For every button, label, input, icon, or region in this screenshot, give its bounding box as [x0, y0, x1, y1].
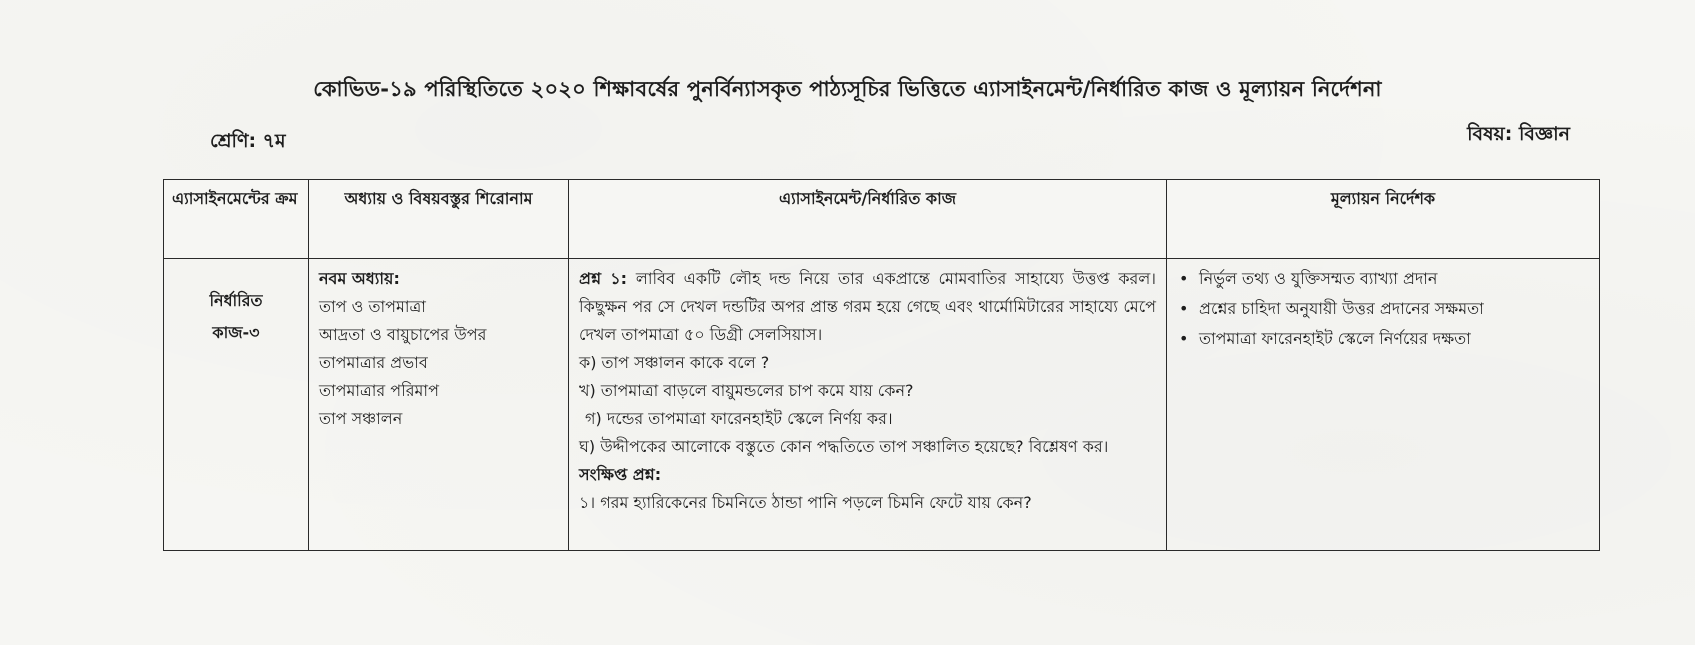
header-assignment: এ্যাসাইনমেন্ট/নির্ধারিত কাজ: [569, 180, 1167, 259]
evaluation-item: [1179, 325, 1589, 353]
short-question-heading: সংক্ষিপ্ত প্রশ্ন:: [579, 465, 662, 484]
serial-line: কাজ-৩: [212, 323, 260, 342]
chapter-topic: তাপমাত্রার প্রভাব: [319, 353, 428, 372]
evaluation-text: নির্ভুল তথ্য ও যুক্তিসম্মত ব্যাখ্যা প্রদান: [1199, 269, 1438, 288]
question-stem: লাবিব একটি লৌহ দন্ড নিয়ে তার একপ্রান্তে মোমবাতির সাহায্যে উত্তপ্ত করল। কিছুক্ষন পর সে দেখল দন্ডটির অপর প্রান্ত গরম হয়ে গেছে এবং থার্মোমিটারের সাহায্যে মেপে দেখল তাপমাত্রা ৫০ ডিগ্রী সেলসিয়াস।: [579, 269, 1156, 344]
serial-cell: [164, 259, 309, 551]
sub-question: গ) দন্ডের তাপমাত্রা ফারেনহাইট স্কেলে নির্ণয় কর।: [585, 409, 893, 428]
short-question: ১। গরম হ্যারিকেনের চিমনিতে ঠান্ডা পানি পড়লে চিমনি ফেটে যায় কেন?: [579, 493, 1032, 512]
chapter-topic: তাপ সঞ্চালন: [319, 409, 403, 428]
bullet-icon: •: [1179, 299, 1189, 318]
sub-question: ক) তাপ সঞ্চালন কাকে বলে ?: [579, 353, 770, 372]
sub-question: ঘ) উদ্দীপকের আলোকে বস্তুতে কোন পদ্ধতিতে তাপ সঞ্চালিত হয়েছে? বিশ্লেষণ কর।: [579, 437, 1109, 456]
document-title: কোভিড-১৯ পরিস্থিতিতে ২০২০ শিক্ষাবর্ষের পুনর্বিন্যাসকৃত পাঠ্যসূচির ভিত্তিতে এ্যাসাইনমেন্ট/নির্ধারিত কাজ ও মূল্যায়ন নির্দেশনা: [313, 77, 1382, 101]
serial-line: নির্ধারিত: [209, 291, 263, 310]
header-evaluation: মূল্যায়ন নির্দেশক: [1167, 180, 1600, 259]
chapter-heading: নবম অধ্যায়:: [319, 269, 400, 288]
question-label: প্রশ্ন ১:: [579, 269, 628, 288]
evaluation-text: তাপমাত্রা ফারেনহাইট স্কেলে নির্ণয়ের দক্ষতা: [1199, 329, 1471, 348]
evaluation-item: [1179, 295, 1589, 323]
chapter-topic: তাপ ও তাপমাত্রা: [319, 297, 426, 316]
evaluation-list: [1177, 265, 1589, 353]
header-serial: এ্যাসাইনমেন্টের ক্রম: [164, 180, 309, 259]
bullet-icon: •: [1179, 269, 1189, 288]
evaluation-item: [1179, 265, 1589, 293]
chapter-topic: তাপমাত্রার পরিমাপ: [319, 381, 439, 400]
evaluation-cell: [1167, 259, 1600, 551]
assignment-cell: [569, 259, 1167, 551]
chapter-cell: [309, 259, 569, 551]
bullet-icon: •: [1179, 329, 1189, 348]
class-label: শ্রেণি: ৭ম: [210, 130, 286, 152]
chapter-topic: আদ্রতা ও বায়ুচাপের উপর: [319, 325, 487, 344]
header-chapter: অধ্যায় ও বিষয়বস্তুর শিরোনাম: [309, 180, 569, 259]
sub-question: খ) তাপমাত্রা বাড়লে বায়ুমন্ডলের চাপ কমে যায় কেন?: [579, 381, 914, 400]
table-header-row: [164, 180, 1600, 259]
assignment-table: [163, 179, 1600, 551]
question-1: [579, 265, 1156, 349]
subject-label: বিষয়: বিজ্ঞান: [1467, 123, 1570, 145]
table-row: [164, 259, 1600, 551]
evaluation-text: প্রশ্নের চাহিদা অনুযায়ী উত্তর প্রদানের সক্ষমতা: [1199, 299, 1484, 318]
